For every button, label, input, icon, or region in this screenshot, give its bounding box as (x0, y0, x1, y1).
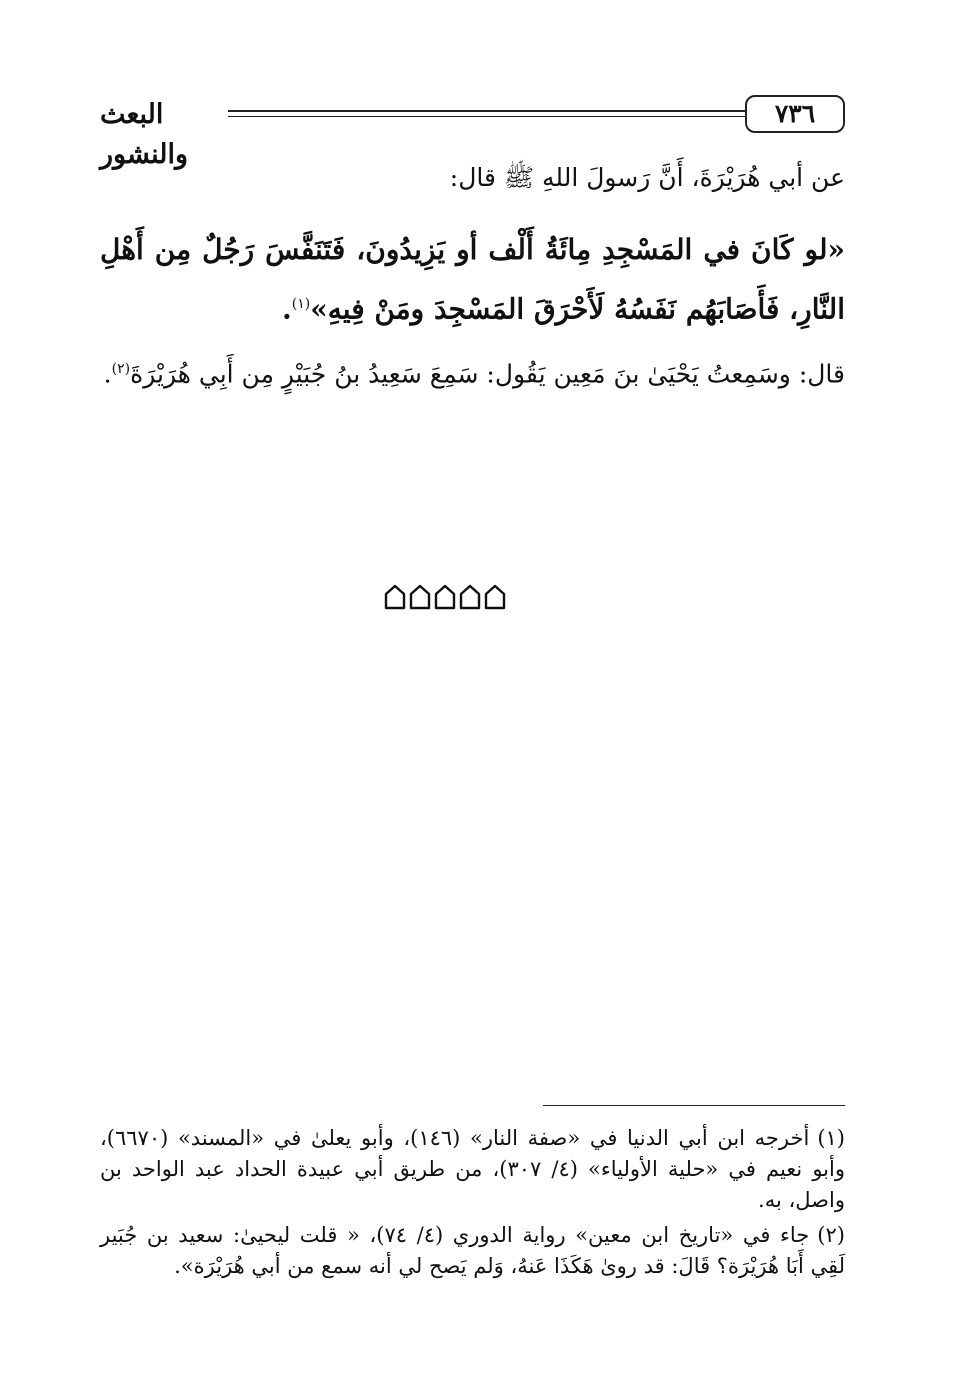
hadith-period: . (282, 292, 292, 326)
footnotes (100, 1123, 845, 1286)
footnote-number: (١) (817, 1126, 845, 1150)
footnote-1 (100, 1123, 845, 1216)
footnote-separator (543, 1105, 845, 1106)
footnote-text: جاء في «تاريخ ابن معين» رواية الدوري (٤/ ٧٤)، « قلت ليحيىٰ: سعيد بن جُبَير لَقِي أَبَا هُرَيْرَة؟ قَالَ: قد روىٰ هَكَذَا عَنهُ، وَلم يَصح لي أنه سمع من أبي هُرَيْرَة». (100, 1223, 845, 1278)
intro-text: عن أبي هُرَيْرَةَ، أَنَّ رَسولَ اللهِ ﷺ قال: (449, 163, 845, 192)
section-divider-ornament (382, 583, 512, 611)
footnote-number: (٢) (817, 1223, 845, 1247)
narration-paragraph (100, 350, 845, 393)
intro-line (100, 160, 845, 196)
page-number: ٧٣٦ (745, 95, 845, 133)
footnote-marker-1[interactable]: (١) (291, 296, 311, 312)
narration-period: . (103, 359, 112, 389)
header-rule (228, 110, 745, 121)
footnote-text: أخرجه ابن أبي الدنيا في «صفة النار» (١٤٦)، وأبو يعلىٰ في «المسند» (٦٦٧٠)، وأبو نعيم في «حلية الأولياء» (٤/ ٣٠٧)، من طريق أبي عبيدة الحداد عبد الواحد بن واصل، به. (100, 1126, 845, 1212)
narration-text: قال: وسَمِعتُ يَحْيَىٰ بنَ مَعِين يَقُول: سَمِعَ سَعِيدُ بنُ جُبَيْرٍ مِن أَبِي هُرَيْرَةَ (130, 359, 845, 389)
footnote-2 (100, 1220, 845, 1282)
header-title: البعث والنشور (100, 99, 188, 170)
hadith-text: «لو كَانَ في المَسْجِدِ مِائَةُ أَلْف أو يَزِيدُونَ، فَتَنَفَّسَ رَجُلٌ مِن أَهْلِ النَّارِ، فَأَصَابَهُم نَفَسُهُ لَأَحْرَقَ المَسْجِدَ ومَنْ فِيهِ» (100, 233, 845, 326)
hadith-paragraph (100, 222, 845, 336)
footnote-marker-2[interactable]: (٢) (111, 361, 131, 377)
running-header (100, 95, 845, 170)
